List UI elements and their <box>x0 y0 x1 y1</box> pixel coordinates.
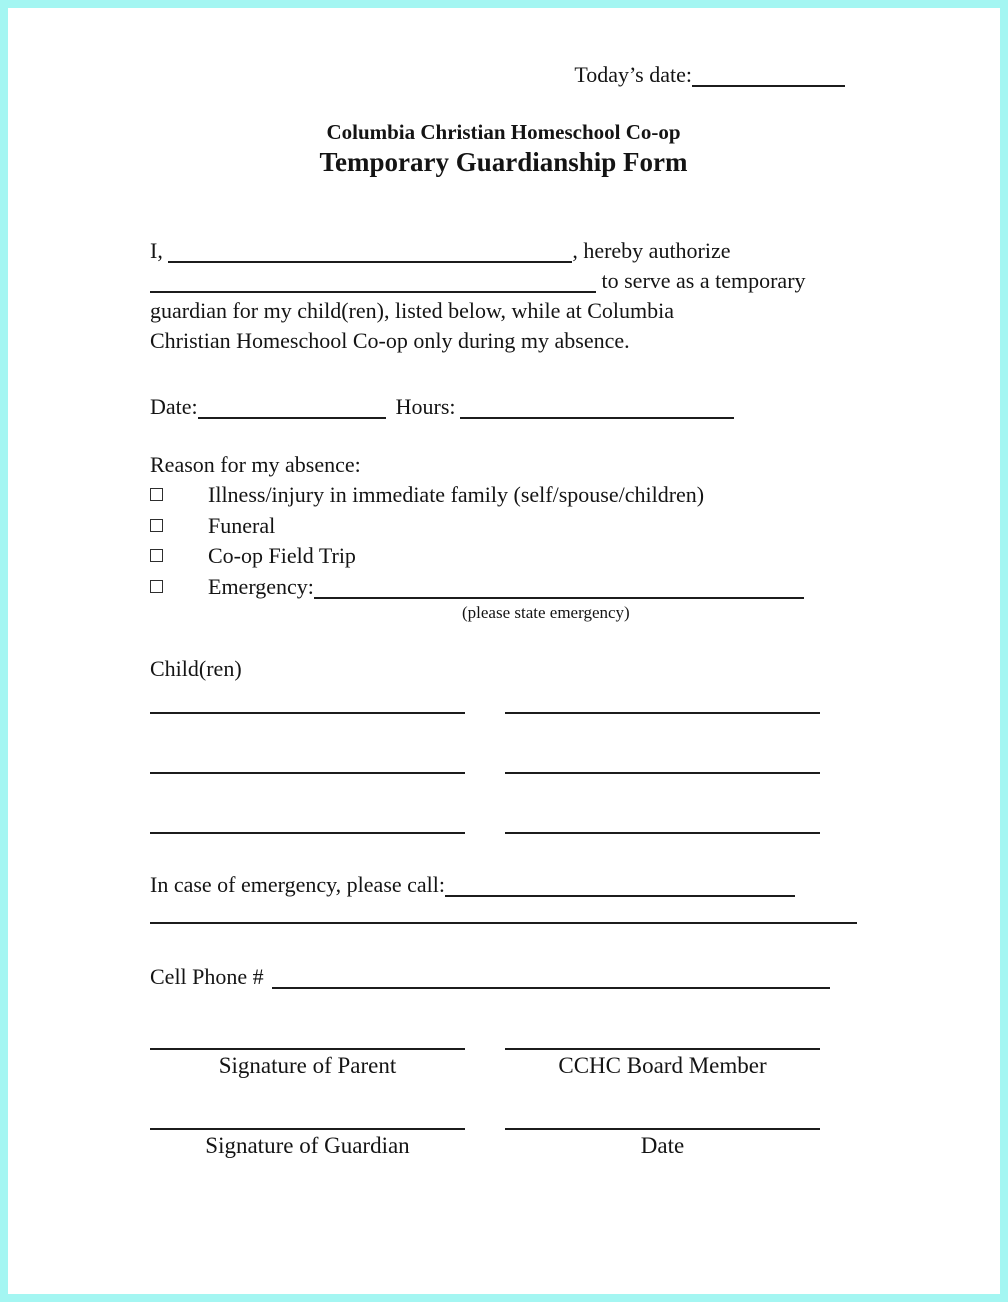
funeral-label: Funeral <box>208 512 276 538</box>
children-row-3 <box>150 832 857 834</box>
reason-option-field-trip <box>150 541 857 572</box>
children-row-2 <box>150 772 857 774</box>
form-title: Temporary Guardianship Form <box>319 147 688 177</box>
reason-option-funeral <box>150 511 857 542</box>
emergency-checkbox[interactable] <box>150 580 163 593</box>
child-name-field-4[interactable] <box>505 772 820 774</box>
emergency-note: (please state emergency) <box>462 603 630 622</box>
signature-row-1 <box>150 1048 857 1082</box>
cell-phone-field[interactable] <box>272 967 830 989</box>
auth-prefix: I, <box>150 238 163 263</box>
reason-option-illness <box>150 480 857 511</box>
emergency-label: Emergency: <box>208 573 314 599</box>
date-field[interactable] <box>198 397 386 419</box>
reason-option-emergency <box>150 572 857 603</box>
authorization-line-2 <box>150 266 857 296</box>
guardian-signature-label: Signature of Guardian <box>205 1133 410 1158</box>
todays-date-row <box>150 60 857 90</box>
todays-date-label: Today’s date: <box>574 62 692 87</box>
parent-name-field[interactable] <box>168 241 572 263</box>
auth-suffix-2: to serve as a temporary <box>601 268 806 293</box>
guardian-name-field[interactable] <box>150 271 596 293</box>
authorization-line-4: Christian Homeschool Co-op only during my absence. <box>150 328 630 353</box>
cell-phone-row <box>150 962 857 992</box>
emergency-description-field[interactable] <box>314 577 804 599</box>
illness-checkbox[interactable] <box>150 488 163 501</box>
child-name-field-2[interactable] <box>505 712 820 714</box>
child-name-field-5[interactable] <box>150 832 465 834</box>
auth-suffix-1: , hereby authorize <box>572 238 731 263</box>
authorization-paragraph <box>150 236 857 356</box>
parent-signature-block <box>150 1048 465 1082</box>
child-name-field-1[interactable] <box>150 712 465 714</box>
funeral-checkbox[interactable] <box>150 519 163 532</box>
board-member-label: CCHC Board Member <box>558 1053 767 1078</box>
child-name-field-3[interactable] <box>150 772 465 774</box>
emergency-call-row <box>150 870 857 900</box>
org-name-heading: Columbia Christian Homeschool Co-op <box>326 120 681 144</box>
emergency-call-field[interactable] <box>445 875 795 897</box>
child-name-field-6[interactable] <box>505 832 820 834</box>
authorization-line-1 <box>150 236 857 266</box>
todays-date-field[interactable] <box>692 65 845 87</box>
board-member-block <box>505 1048 820 1082</box>
children-heading: Child(ren) <box>150 656 242 681</box>
field-trip-checkbox[interactable] <box>150 549 163 562</box>
form-content <box>8 8 1000 1294</box>
guardian-signature-block <box>150 1128 465 1162</box>
parent-signature-label: Signature of Parent <box>218 1053 397 1078</box>
illness-label: Illness/injury in immediate family (self/spouse/children) <box>208 482 705 507</box>
reason-heading: Reason for my absence: <box>150 452 361 477</box>
signature-row-2 <box>150 1128 857 1162</box>
emergency-call-field-line-2[interactable] <box>150 922 857 924</box>
date-hours-row <box>150 392 857 422</box>
field-trip-label: Co-op Field Trip <box>208 543 356 568</box>
hours-label: Hours: <box>395 394 456 419</box>
hours-field[interactable] <box>460 397 734 419</box>
emergency-call-label: In case of emergency, please call: <box>150 872 446 897</box>
children-row-1 <box>150 712 857 714</box>
signature-date-label: Date <box>640 1133 685 1158</box>
authorization-line-3: guardian for my child(ren), listed below, while at Columbia <box>150 298 674 323</box>
date-label: Date: <box>150 394 198 419</box>
date-signature-block <box>505 1128 820 1162</box>
cell-phone-label: Cell Phone # <box>150 964 264 989</box>
